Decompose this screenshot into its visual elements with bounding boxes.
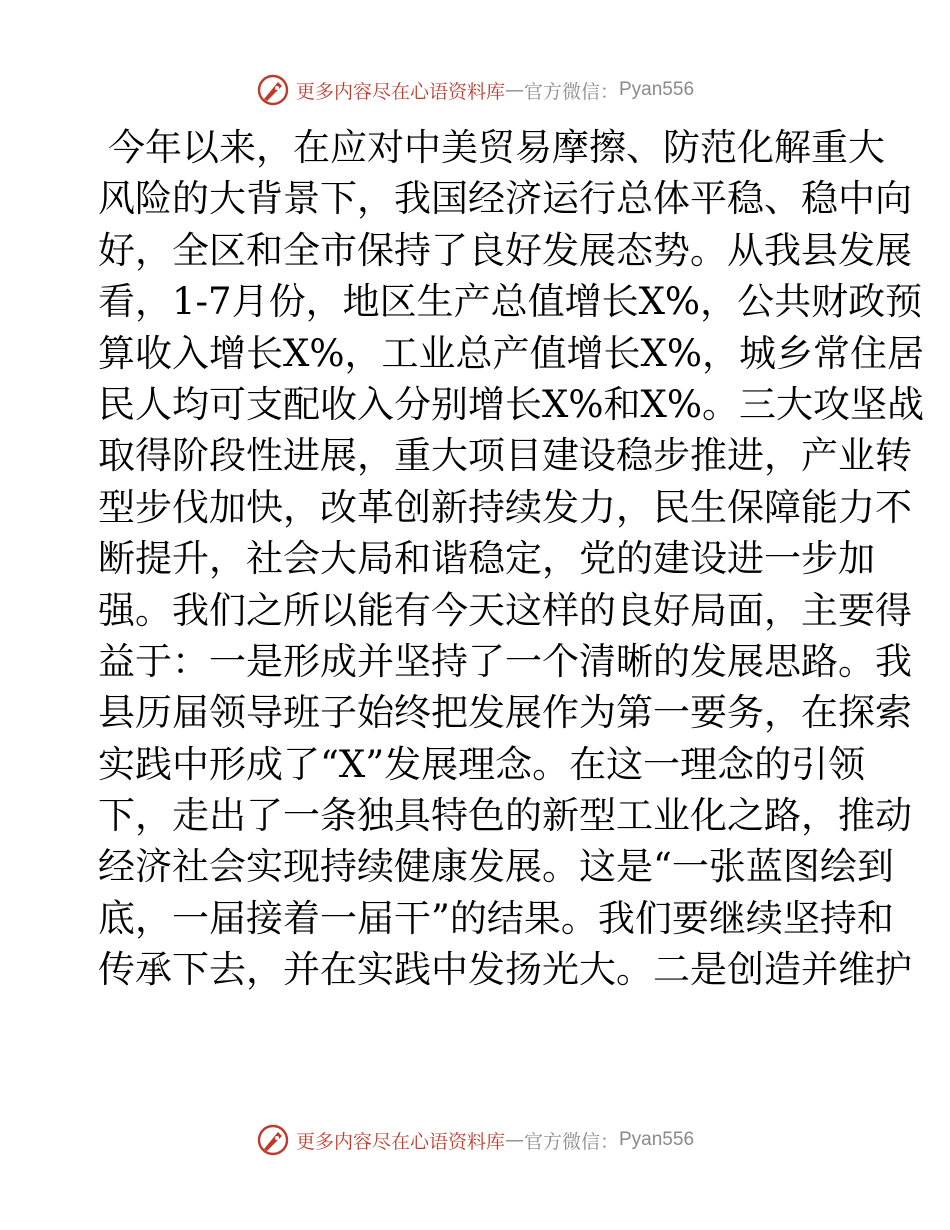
document-body [98, 122, 924, 996]
text-line: 取得阶段性进展，重大项目建设稳步推进，产业转 [98, 434, 912, 478]
watermark-grey-text: 官方微信： [523, 1130, 619, 1153]
text-line: 经济社会实现持续健康发展。这是“一张蓝图绘到 [98, 845, 894, 889]
text-line: 益于：一是形成并坚持了一个清晰的发展思路。我 [98, 639, 912, 683]
watermark-grey-text: 官方微信： [523, 80, 619, 103]
pen-nib-circle-icon [256, 73, 290, 107]
watermark-red-text: 更多内容尽在心语资料库 [295, 1130, 505, 1153]
text-line: 县历届领导班子始终把发展作为第一要务，在探索 [98, 691, 912, 735]
watermark-id: Pyan556 [619, 1129, 695, 1150]
text-line: 断提升，社会大局和谐稳定，党的建设进一步加 [98, 537, 875, 581]
watermark-dash: — [504, 79, 524, 101]
text-line: 今年以来，在应对中美贸易摩擦、防范化解重大 [108, 126, 885, 169]
text-line: 下，走出了一条独具特色的新型工业化之路，推动 [98, 794, 912, 838]
text-line: 民人均可支配收入分别增长X%和X%。三大攻坚战 [98, 382, 924, 426]
text-line: 强。我们之所以能有今天这样的良好局面，主要得 [98, 588, 912, 632]
watermark-footer [0, 1120, 950, 1160]
pen-nib-circle-icon [256, 1123, 290, 1157]
watermark-dash: — [504, 1129, 524, 1151]
watermark-id: Pyan556 [619, 79, 695, 100]
text-line: 风险的大背景下，我国经济运行总体平稳、稳中向 [98, 177, 912, 221]
text-line: 传承下去，并在实践中发扬光大。二是创造并维护 [98, 948, 912, 992]
text-line: 实践中形成了“X”发展理念。在这一理念的引领 [98, 742, 866, 786]
watermark-red-text: 更多内容尽在心语资料库 [295, 80, 505, 103]
watermark-header [0, 70, 950, 110]
text-line: 好，全区和全市保持了良好发展态势。从我县发展 [98, 228, 912, 272]
text-line: 看，1-7月份，地区生产总值增长X%，公共财政预 [98, 280, 923, 324]
text-line: 底，一届接着一届干”的结果。我们要继续坚持和 [98, 896, 894, 940]
text-line: 算收入增长X%，工业总产值增长X%，城乡常住居 [98, 331, 924, 375]
text-line: 型步伐加快，改革创新持续发力，民生保障能力不 [98, 485, 912, 529]
